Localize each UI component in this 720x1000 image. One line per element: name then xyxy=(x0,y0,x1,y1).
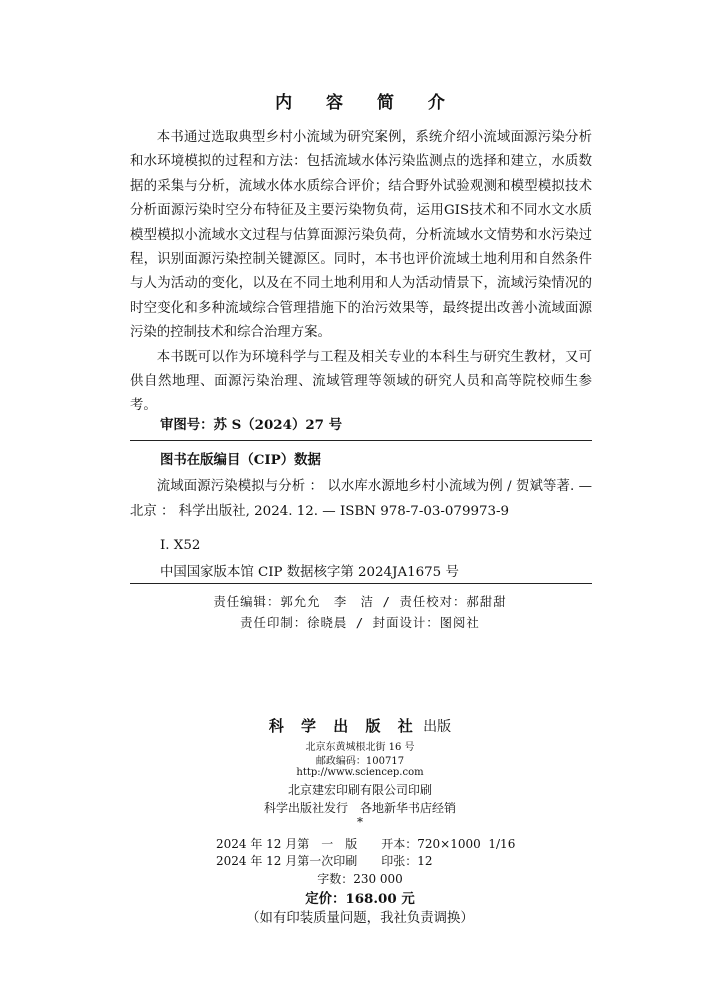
publisher-url: http://www.sciencep.com xyxy=(296,767,424,778)
cip-record-number: 中国国家版本馆 CIP 数据核字第 2024JA1675 号 xyxy=(160,565,459,580)
divider-top xyxy=(130,440,592,441)
cip-entry xyxy=(130,474,592,524)
quality-note: （如有印装质量问题，我社负责调换） xyxy=(246,911,474,926)
publisher-name: 科 学 出 版 社 xyxy=(268,717,419,735)
intro-paragraph-1: 本书通过选取典型乡村小流域为研究案例，系统介绍小流域面源污染分析和水环境模拟的过程和方法：包括流域水体污染监测点的选择和建立，水质数据的采集与分析，流域水体水质综合评价；结合野外试验观测和模型模拟技术分析面源污染时空分布特征及主要污染物负荷，运用GIS技术和不同水文水质模型模拟小流域水文过程与估算面源污染负荷，分析流域水文情势和水污染过程，识别面源污染控制关键源区。同时，本书也评价流域土地利用和自然条件与人为活动的变化，以及在不同土地利用和人为活动情景下，流域污染情况的时空变化和多种流域综合管理措施下的治污效果等，最终提出改善小流域面源污染的控制技术和综合治理方案。 xyxy=(130,130,592,341)
intro-paragraph-2: 本书既可以作为环境科学与工程及相关专业的本科生与研究生教材，又可供自然地理、面源污染治理、流域管理等领域的研究人员和高等院校师生参考。 xyxy=(130,349,592,414)
credits-line-1: 责任编辑：郭允允 李 洁 / 责任校对：郝甜甜 xyxy=(213,594,507,609)
price: 定价：168.00 元 xyxy=(305,891,415,907)
edition-and-format: 2024 年 12 月第 一 版 开本：720×1000 1/16 xyxy=(216,837,516,851)
map-review-number: 审图号：苏 S（2024）27 号 xyxy=(160,417,343,433)
divider-bottom xyxy=(130,583,592,584)
publisher-suffix: 出版 xyxy=(423,719,452,735)
cip-heading: 图书在版编目（CIP）数据 xyxy=(160,452,321,468)
printer: 北京建宏印刷有限公司印刷 xyxy=(287,783,432,797)
intro-section xyxy=(130,126,592,419)
printing-and-sheets: 2024 年 12 月第一次印刷 印张：12 xyxy=(216,854,433,868)
credits-line-2: 责任印制：徐晓晨 / 封面设计：图阅社 xyxy=(240,615,480,630)
publisher-name-line xyxy=(0,715,720,736)
cip-classification: Ⅰ. X52 xyxy=(160,538,201,553)
separator-star: * xyxy=(357,815,363,829)
page-title: 内 容 简 介 xyxy=(275,93,459,113)
cip-entry-text: 流域面源污染模拟与分析 ： 以水库水源地乡村小流域为例 / 贺斌等著. — 北京 ： 科学出版社, 2024. 12. — ISBN 978-7-03-079973-9 xyxy=(130,479,592,519)
publisher-postcode: 邮政编码：100717 xyxy=(315,756,405,767)
word-count: 字数：230 000 xyxy=(317,872,403,886)
publisher-address: 北京东黄城根北街 16 号 xyxy=(305,742,415,753)
distribution: 科学出版社发行 各地新华书店经销 xyxy=(263,801,456,815)
